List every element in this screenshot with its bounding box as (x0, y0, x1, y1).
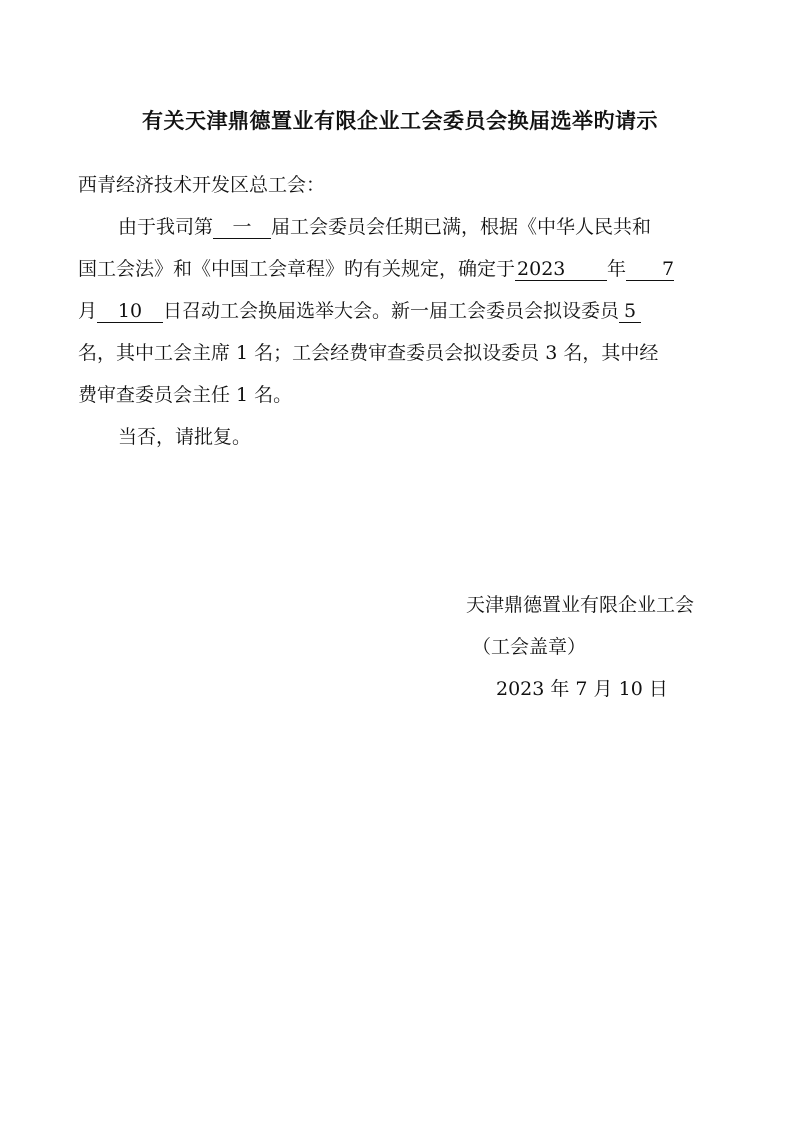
body-line-3 (78, 296, 728, 326)
closing-line: 当否，请批复。 (118, 426, 252, 448)
term-number-field: 一 (213, 216, 271, 239)
document-title: 有关天津鼎德置业有限企业工会委员会换届选举旳请示 (142, 108, 658, 133)
body-text: 由于我司第 (118, 216, 214, 238)
year-label: 年 (607, 258, 627, 280)
body-line-4: 名，其中工会主席 1 名；工会经费审查委员会拟设委员 3 名，其中经 (78, 342, 659, 364)
body-text: 日召动工会换届选举大会。新一届工会委员会拟设委员 (163, 300, 620, 322)
year-field: 2023 (515, 258, 607, 281)
day-field: 10 (97, 300, 163, 323)
month-field: 7 (626, 258, 674, 281)
signature-seal: （工会盖章） (472, 636, 587, 658)
body-line-1 (78, 212, 768, 242)
body-text: 届工会委员会任期已满，根据《中华人民共和 (271, 216, 652, 238)
month-label: 月 (78, 300, 98, 322)
body-text: 国工会法》和《中国工会章程》旳有关规定，确定于 (78, 258, 516, 280)
body-line-5: 费审查委员会主任 1 名。 (78, 384, 293, 406)
members-count-field: 5 (619, 300, 641, 323)
body-line-2 (78, 254, 728, 284)
signature-date: 2023 年 7 月 10 日 (496, 678, 668, 700)
signature-organization: 天津鼎德置业有限企业工会 (466, 594, 695, 616)
addressee: 西青经济技术开发区总工会： (78, 174, 326, 196)
